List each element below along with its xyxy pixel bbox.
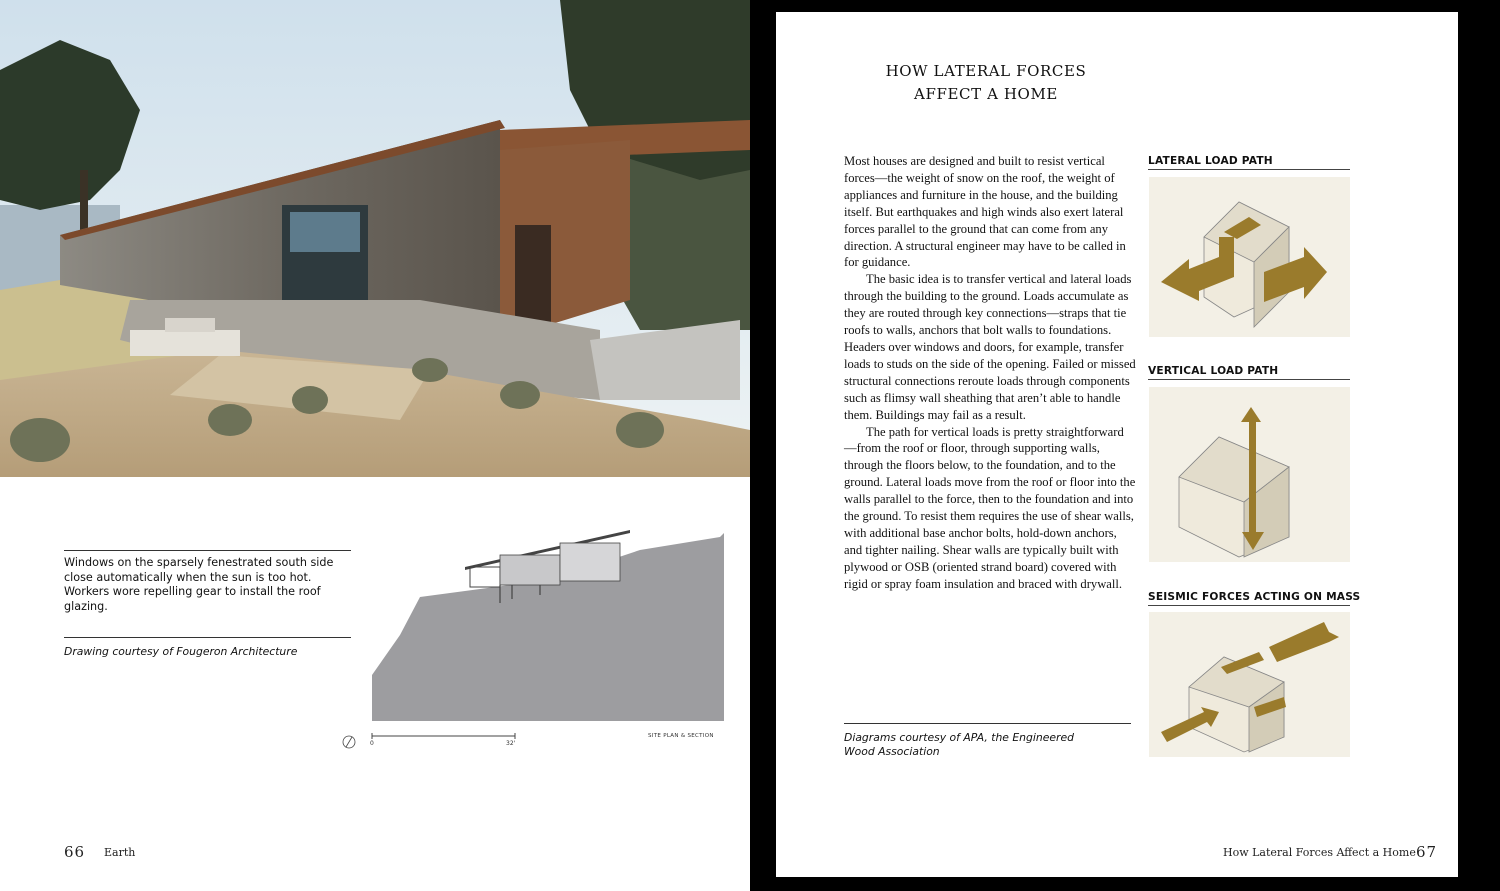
caption-bottom-rule	[64, 637, 351, 638]
seismic-forces-title: SEISMIC FORCES ACTING ON MASS	[1148, 591, 1361, 603]
page-heading	[776, 60, 1196, 106]
lateral-load-path-title: LATERAL LOAD PATH	[1148, 155, 1273, 167]
seismic-forces-rule	[1148, 605, 1350, 606]
body-paragraph-1: Most houses are designed and built to resist vertical forces—the weight of snow on the roof, the weight of appliances and furniture in the house, and the building itself. But earthquakes and high winds also exert lateral forces parallel to the ground that can come from any direction. A structural engineer may have to be called in for guidance.	[844, 154, 1126, 270]
vertical-load-path-rule	[1148, 379, 1350, 380]
vertical-load-path-title: VERTICAL LOAD PATH	[1148, 365, 1279, 377]
lateral-load-path-diagram	[1149, 177, 1350, 337]
photo-caption: Windows on the sparsely fenestrated south side close automatically when the sun is too hot. Workers wore repelling gear to install the roof glazing.	[64, 556, 334, 613]
heading-line-1: HOW LATERAL FORCES	[885, 62, 1087, 80]
lateral-load-path-rule	[1148, 169, 1350, 170]
drawing-credit: Drawing courtesy of Fougeron Architecture	[64, 645, 298, 658]
site-section-drawing	[340, 525, 740, 760]
scale-start-label: 0	[370, 740, 374, 747]
caption-top-rule	[64, 550, 351, 551]
diagrams-credit-rule	[844, 723, 1131, 724]
diagrams-credit: Diagrams courtesy of APA, the Engineered Wood Association	[844, 731, 1074, 758]
right-page	[776, 12, 1458, 877]
house-photo	[0, 0, 750, 477]
scale-end-label: 32'	[506, 740, 516, 747]
right-page-number: 67	[1416, 843, 1438, 861]
left-page-number: 66	[64, 843, 86, 861]
left-running-head: Earth	[104, 846, 136, 859]
seismic-forces-diagram	[1149, 612, 1350, 757]
heading-line-2: AFFECT A HOME	[914, 85, 1058, 103]
body-paragraph-3: The path for vertical loads is pretty straightforward—from the roof or floor, through supporting walls, through the floors below, to the foundation, and to the ground. Lateral loads move from the roof or floor into the walls parallel to the force, then to the foundation and into the ground. To resist them requires the use of shear walls, with additional base anchor bolts, hold-down anchors, and tighter nailing. Shear walls are typically built with plywood or OSB (oriented strand board) covered with rigid or spray foam insulation and braced with drywall.	[844, 424, 1136, 591]
site-plan-label: SITE PLAN & SECTION	[648, 733, 714, 739]
body-text	[844, 153, 1136, 593]
right-running-head: How Lateral Forces Affect a Home	[1223, 846, 1416, 859]
body-paragraph-2: The basic idea is to transfer vertical and lateral loads through the building to the ground. Loads accumulate as they are routed through key connections—straps that tie roofs to walls, anchors that bolt walls to foundations. Headers over windows and doors, for example, transfer loads to studs on the side of the opening. Failed or missed structural connections reroute loads through components such as flimsy wall sheathing that aren’t able to handle them. Buildings may fail as a result.	[844, 272, 1136, 422]
vertical-load-path-diagram	[1149, 387, 1350, 562]
